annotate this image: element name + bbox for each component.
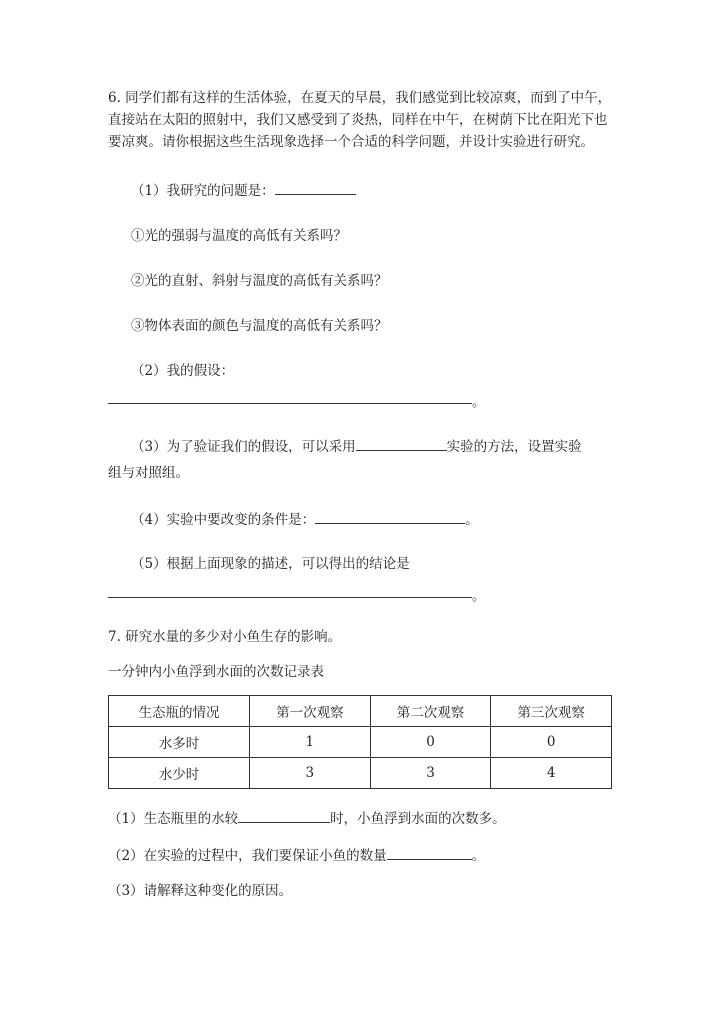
table-cell: 1 (250, 727, 371, 758)
period: 。 (472, 589, 486, 604)
question-7-title: 7. 研究水量的多少对小鱼生存的影响。 (108, 629, 342, 645)
q6-part4 (131, 509, 479, 530)
q7-sub3: （3）请解释这种变化的原因。 (108, 883, 293, 899)
q6-part3-text-b: 实验的方法，设置实验 (446, 439, 582, 455)
table-cell: 3 (250, 758, 371, 789)
q7-sub2 (108, 845, 485, 866)
q6-part3-text-c: 组与对照组。 (108, 465, 189, 481)
period: 。 (465, 512, 479, 528)
answer-blank-water[interactable] (238, 808, 330, 823)
table-header-cell: 第一次观察 (250, 696, 371, 727)
table-header-cell: 生态瓶的情况 (109, 696, 250, 727)
q7-sub2-text: （2）在实验的过程中，我们要保证小鱼的数量 (108, 848, 387, 864)
q6-part3-text-a: （3）为了验证我们的假设，可以采用 (131, 439, 356, 455)
table-header-cell: 第二次观察 (370, 696, 491, 727)
q6-part3 (131, 436, 582, 457)
table-caption: 一分钟内小鱼浮到水面的次数记录表 (108, 664, 324, 680)
table-cell: 4 (491, 758, 612, 789)
table-cell: 3 (370, 758, 491, 789)
q7-sub1-text-b: 时，小鱼浮到水面的次数多。 (330, 811, 506, 827)
table-row (109, 758, 612, 789)
answer-blank-fish-count[interactable] (387, 845, 472, 860)
q6-part5-label: （5）根据上面现象的描述，可以得出的结论是 (131, 556, 410, 572)
table-cell: 0 (491, 727, 612, 758)
q6-part4-label: （4）实验中要改变的条件是： (131, 512, 316, 528)
q6-part1 (131, 180, 356, 201)
answer-blank-question[interactable] (275, 180, 356, 195)
answer-blank-method[interactable] (356, 436, 447, 451)
table-cell: 水多时 (109, 727, 250, 758)
table-header-row (109, 696, 612, 727)
option-2: ②光的直射、斜射与温度的高低有关系吗？ (131, 273, 388, 289)
period: 。 (472, 395, 486, 410)
period: 。 (471, 848, 486, 864)
question-6-intro: 6. 同学们都有这样的生活体验，在夏天的早晨，我们感觉到比较凉爽，而到了中午，直接站在太阳的照射中，我们又感受到了炎热，同样在中午，在树荫下比在阳光下也要凉爽。请你根据这些生活现象选择一个合适的科学问题，并设计实验进行研究。 (108, 90, 612, 150)
q6-part1-label: （1）我研究的问题是： (131, 183, 275, 199)
q7-sub1-text-a: （1）生态瓶里的水较 (108, 811, 239, 827)
table-row (109, 727, 612, 758)
table-header-cell: 第三次观察 (491, 696, 612, 727)
option-1: ①光的强弱与温度的高低有关系吗？ (131, 228, 347, 244)
observation-table (108, 695, 612, 789)
table-cell: 水少时 (109, 758, 250, 789)
option-3: ③物体表面的颜色与温度的高低有关系吗？ (131, 318, 388, 334)
q6-part2-label: （2）我的假设： (131, 363, 235, 379)
q7-sub1 (108, 808, 506, 829)
answer-line-hypothesis[interactable] (108, 403, 472, 404)
table-cell: 0 (370, 727, 491, 758)
answer-blank-variable[interactable] (315, 509, 465, 524)
answer-line-conclusion[interactable] (108, 597, 472, 598)
